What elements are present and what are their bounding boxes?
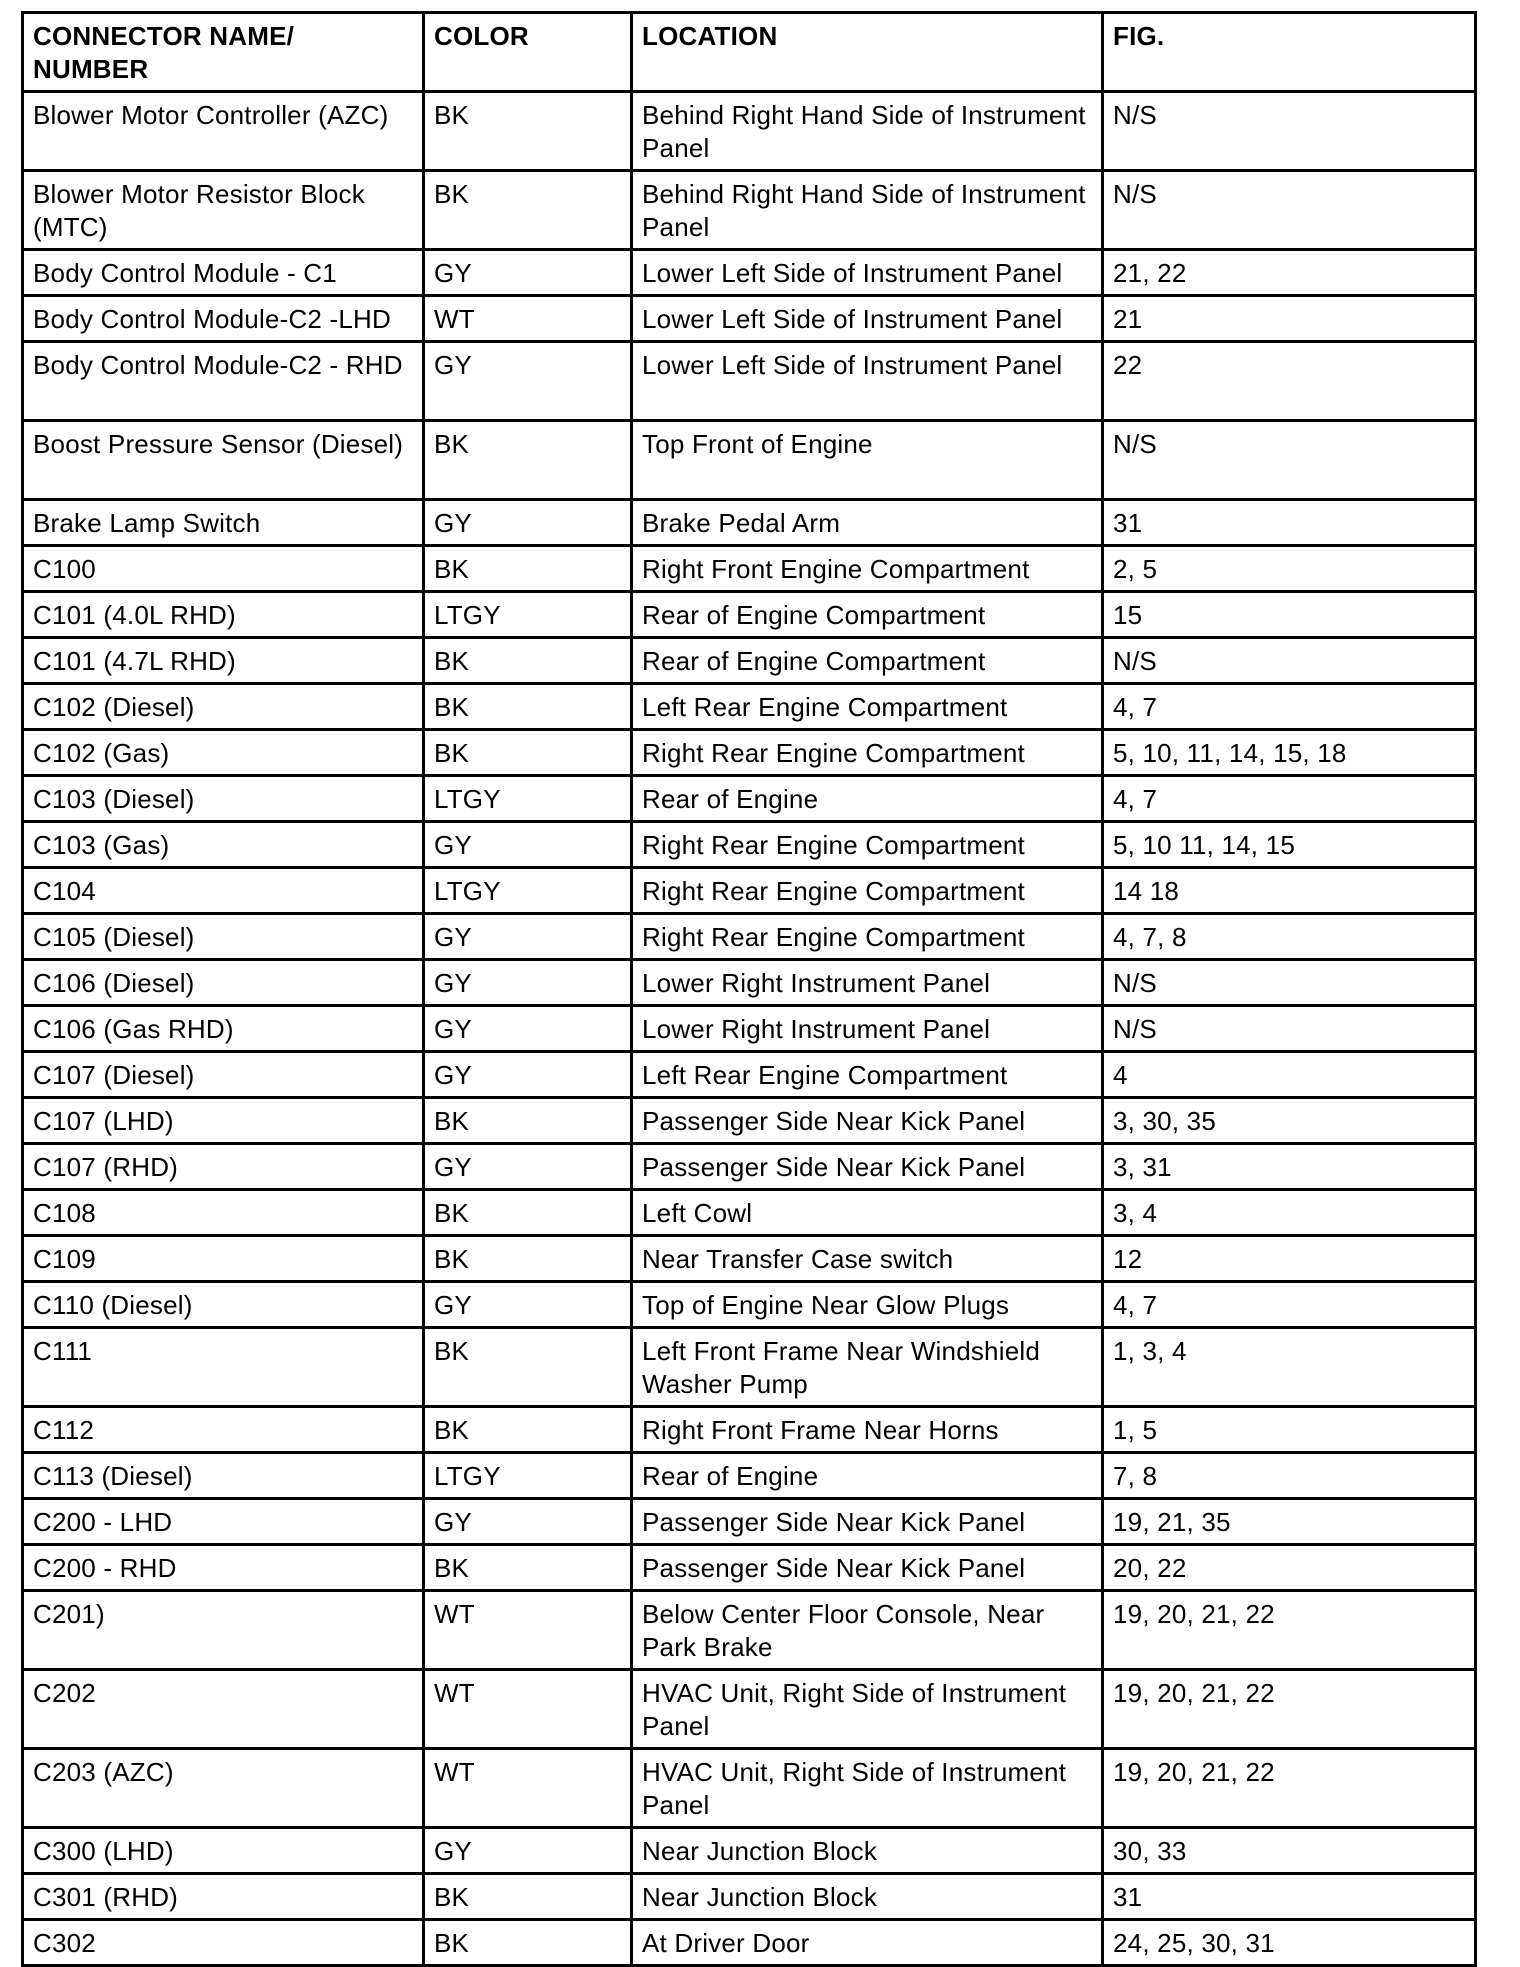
connector-name-cell: Blower Motor Resistor Block (MTC) (23, 171, 424, 250)
table-row (23, 1006, 1476, 1052)
location-cell: Near Transfer Case switch (632, 1236, 1103, 1282)
location-cell: Behind Right Hand Side of Instrument Panel (632, 92, 1103, 171)
location-cell: Behind Right Hand Side of Instrument Panel (632, 171, 1103, 250)
table-row (23, 1874, 1476, 1920)
location-cell: Right Front Engine Compartment (632, 546, 1103, 592)
location-cell: Rear of Engine Compartment (632, 592, 1103, 638)
table-row (23, 1453, 1476, 1499)
location-cell: Right Rear Engine Compartment (632, 730, 1103, 776)
table-row (23, 500, 1476, 546)
fig-cell: 14 18 (1103, 868, 1476, 914)
color-cell: BK (424, 1920, 632, 1966)
location-cell: Passenger Side Near Kick Panel (632, 1144, 1103, 1190)
color-cell: WT (424, 1749, 632, 1828)
connector-name-cell: C103 (Gas) (23, 822, 424, 868)
color-cell: BK (424, 546, 632, 592)
location-cell: Right Rear Engine Compartment (632, 914, 1103, 960)
location-cell: Passenger Side Near Kick Panel (632, 1499, 1103, 1545)
fig-cell: 24, 25, 30, 31 (1103, 1920, 1476, 1966)
table-row (23, 1144, 1476, 1190)
connector-name-cell: Body Control Module-C2 - RHD (23, 342, 424, 421)
color-cell: BK (424, 1328, 632, 1407)
table-row (23, 1098, 1476, 1144)
location-cell: Left Rear Engine Compartment (632, 684, 1103, 730)
color-cell: GY (424, 914, 632, 960)
connector-name-cell: C111 (23, 1328, 424, 1407)
connector-name-cell: C112 (23, 1407, 424, 1453)
color-cell: GY (424, 1144, 632, 1190)
fig-cell: 4 (1103, 1052, 1476, 1098)
color-cell: LTGY (424, 868, 632, 914)
table-row (23, 1591, 1476, 1670)
color-cell: GY (424, 960, 632, 1006)
location-cell: At Driver Door (632, 1920, 1103, 1966)
location-cell: Lower Right Instrument Panel (632, 960, 1103, 1006)
color-cell: GY (424, 342, 632, 421)
location-cell: Lower Right Instrument Panel (632, 1006, 1103, 1052)
location-cell: Top of Engine Near Glow Plugs (632, 1282, 1103, 1328)
fig-cell: N/S (1103, 92, 1476, 171)
color-cell: LTGY (424, 776, 632, 822)
fig-cell: 4, 7 (1103, 776, 1476, 822)
location-cell: Lower Left Side of Instrument Panel (632, 250, 1103, 296)
location-cell: Left Rear Engine Compartment (632, 1052, 1103, 1098)
location-cell: Right Rear Engine Compartment (632, 822, 1103, 868)
connector-name-cell: C203 (AZC) (23, 1749, 424, 1828)
fig-cell: 19, 20, 21, 22 (1103, 1749, 1476, 1828)
fig-cell: N/S (1103, 960, 1476, 1006)
table-row (23, 1828, 1476, 1874)
connector-name-cell: C104 (23, 868, 424, 914)
fig-cell: 15 (1103, 592, 1476, 638)
table-row (23, 1545, 1476, 1591)
fig-cell: N/S (1103, 421, 1476, 500)
connector-name-cell: C113 (Diesel) (23, 1453, 424, 1499)
location-cell: Right Rear Engine Compartment (632, 868, 1103, 914)
table-row (23, 1749, 1476, 1828)
connector-name-cell: C107 (Diesel) (23, 1052, 424, 1098)
fig-cell: 4, 7 (1103, 684, 1476, 730)
location-cell: Lower Left Side of Instrument Panel (632, 342, 1103, 421)
table-row (23, 914, 1476, 960)
location-cell: Left Front Frame Near Windshield Washer Pump (632, 1328, 1103, 1407)
color-cell: BK (424, 638, 632, 684)
table-row (23, 92, 1476, 171)
fig-cell: 31 (1103, 500, 1476, 546)
connector-location-table (21, 11, 1477, 1967)
location-cell: HVAC Unit, Right Side of Instrument Panel (632, 1670, 1103, 1749)
fig-cell: 12 (1103, 1236, 1476, 1282)
fig-cell: 5, 10 11, 14, 15 (1103, 822, 1476, 868)
table-row (23, 592, 1476, 638)
connector-name-cell: Boost Pressure Sensor (Diesel) (23, 421, 424, 500)
fig-cell: 30, 33 (1103, 1828, 1476, 1874)
connector-name-cell: C109 (23, 1236, 424, 1282)
column-header-color: COLOR (424, 13, 632, 92)
connector-name-cell: C302 (23, 1920, 424, 1966)
location-cell: Rear of Engine (632, 1453, 1103, 1499)
connector-name-cell: C107 (RHD) (23, 1144, 424, 1190)
table-row (23, 684, 1476, 730)
connector-name-cell: C201) (23, 1591, 424, 1670)
connector-name-cell: Body Control Module - C1 (23, 250, 424, 296)
color-cell: BK (424, 1098, 632, 1144)
color-cell: BK (424, 421, 632, 500)
location-cell: Left Cowl (632, 1190, 1103, 1236)
fig-cell: 1, 5 (1103, 1407, 1476, 1453)
color-cell: WT (424, 1670, 632, 1749)
color-cell: WT (424, 296, 632, 342)
location-cell: Rear of Engine (632, 776, 1103, 822)
table-row (23, 638, 1476, 684)
location-cell: Passenger Side Near Kick Panel (632, 1098, 1103, 1144)
fig-cell: 2, 5 (1103, 546, 1476, 592)
table-row (23, 1920, 1476, 1966)
color-cell: BK (424, 1190, 632, 1236)
connector-name-cell: C200 - LHD (23, 1499, 424, 1545)
connector-name-cell: C202 (23, 1670, 424, 1749)
fig-cell: 19, 21, 35 (1103, 1499, 1476, 1545)
connector-name-cell: C107 (LHD) (23, 1098, 424, 1144)
fig-cell: 21 (1103, 296, 1476, 342)
table-row (23, 960, 1476, 1006)
fig-cell: N/S (1103, 1006, 1476, 1052)
location-cell: Below Center Floor Console, Near Park Brake (632, 1591, 1103, 1670)
connector-name-cell: C101 (4.0L RHD) (23, 592, 424, 638)
connector-name-cell: C200 - RHD (23, 1545, 424, 1591)
color-cell: BK (424, 730, 632, 776)
color-cell: BK (424, 171, 632, 250)
color-cell: LTGY (424, 1453, 632, 1499)
table-row (23, 1282, 1476, 1328)
table-row (23, 1190, 1476, 1236)
color-cell: GY (424, 500, 632, 546)
connector-name-cell: C105 (Diesel) (23, 914, 424, 960)
connector-name-cell: C106 (Gas RHD) (23, 1006, 424, 1052)
table-row (23, 822, 1476, 868)
connector-name-cell: C301 (RHD) (23, 1874, 424, 1920)
fig-cell: 19, 20, 21, 22 (1103, 1591, 1476, 1670)
fig-cell: 5, 10, 11, 14, 15, 18 (1103, 730, 1476, 776)
color-cell: LTGY (424, 592, 632, 638)
fig-cell: 1, 3, 4 (1103, 1328, 1476, 1407)
color-cell: GY (424, 1006, 632, 1052)
fig-cell: 20, 22 (1103, 1545, 1476, 1591)
color-cell: WT (424, 1591, 632, 1670)
table-row (23, 868, 1476, 914)
column-header-location: LOCATION (632, 13, 1103, 92)
fig-cell: 19, 20, 21, 22 (1103, 1670, 1476, 1749)
table-row (23, 250, 1476, 296)
connector-name-cell: C102 (Gas) (23, 730, 424, 776)
location-cell: Lower Left Side of Instrument Panel (632, 296, 1103, 342)
connector-name-cell: C106 (Diesel) (23, 960, 424, 1006)
location-cell: Near Junction Block (632, 1828, 1103, 1874)
table-row (23, 1328, 1476, 1407)
location-cell: Right Front Frame Near Horns (632, 1407, 1103, 1453)
location-cell: Top Front of Engine (632, 421, 1103, 500)
fig-cell: 4, 7, 8 (1103, 914, 1476, 960)
fig-cell: 22 (1103, 342, 1476, 421)
fig-cell: 31 (1103, 1874, 1476, 1920)
fig-cell: 3, 30, 35 (1103, 1098, 1476, 1144)
fig-cell: 4, 7 (1103, 1282, 1476, 1328)
table-header-row (23, 13, 1476, 92)
table-row (23, 1499, 1476, 1545)
fig-cell: 7, 8 (1103, 1453, 1476, 1499)
color-cell: GY (424, 1052, 632, 1098)
connector-name-cell: Brake Lamp Switch (23, 500, 424, 546)
table-row (23, 421, 1476, 500)
color-cell: GY (424, 1499, 632, 1545)
color-cell: GY (424, 1828, 632, 1874)
table-row (23, 730, 1476, 776)
color-cell: BK (424, 1407, 632, 1453)
color-cell: GY (424, 250, 632, 296)
color-cell: BK (424, 1236, 632, 1282)
fig-cell: N/S (1103, 638, 1476, 684)
table-row (23, 342, 1476, 421)
fig-cell: 3, 31 (1103, 1144, 1476, 1190)
table-row (23, 546, 1476, 592)
fig-cell: 3, 4 (1103, 1190, 1476, 1236)
connector-name-cell: C110 (Diesel) (23, 1282, 424, 1328)
color-cell: BK (424, 684, 632, 730)
connector-name-cell: C103 (Diesel) (23, 776, 424, 822)
table-row (23, 296, 1476, 342)
connector-name-cell: C102 (Diesel) (23, 684, 424, 730)
connector-name-cell: Body Control Module-C2 -LHD (23, 296, 424, 342)
color-cell: BK (424, 1874, 632, 1920)
table-row (23, 1407, 1476, 1453)
table-row (23, 776, 1476, 822)
location-cell: Brake Pedal Arm (632, 500, 1103, 546)
color-cell: GY (424, 1282, 632, 1328)
column-header-fig: FIG. (1103, 13, 1476, 92)
connector-name-cell: C101 (4.7L RHD) (23, 638, 424, 684)
connector-name-cell: Blower Motor Controller (AZC) (23, 92, 424, 171)
connector-name-cell: C108 (23, 1190, 424, 1236)
connector-name-cell: C100 (23, 546, 424, 592)
color-cell: GY (424, 822, 632, 868)
table-row (23, 171, 1476, 250)
location-cell: Rear of Engine Compartment (632, 638, 1103, 684)
color-cell: BK (424, 1545, 632, 1591)
location-cell: Passenger Side Near Kick Panel (632, 1545, 1103, 1591)
column-header-connector-name: CONNECTOR NAME/ NUMBER (23, 13, 424, 92)
location-cell: HVAC Unit, Right Side of Instrument Panel (632, 1749, 1103, 1828)
table-row (23, 1236, 1476, 1282)
fig-cell: 21, 22 (1103, 250, 1476, 296)
color-cell: BK (424, 92, 632, 171)
table-row (23, 1670, 1476, 1749)
location-cell: Near Junction Block (632, 1874, 1103, 1920)
connector-name-cell: C300 (LHD) (23, 1828, 424, 1874)
table-row (23, 1052, 1476, 1098)
fig-cell: N/S (1103, 171, 1476, 250)
